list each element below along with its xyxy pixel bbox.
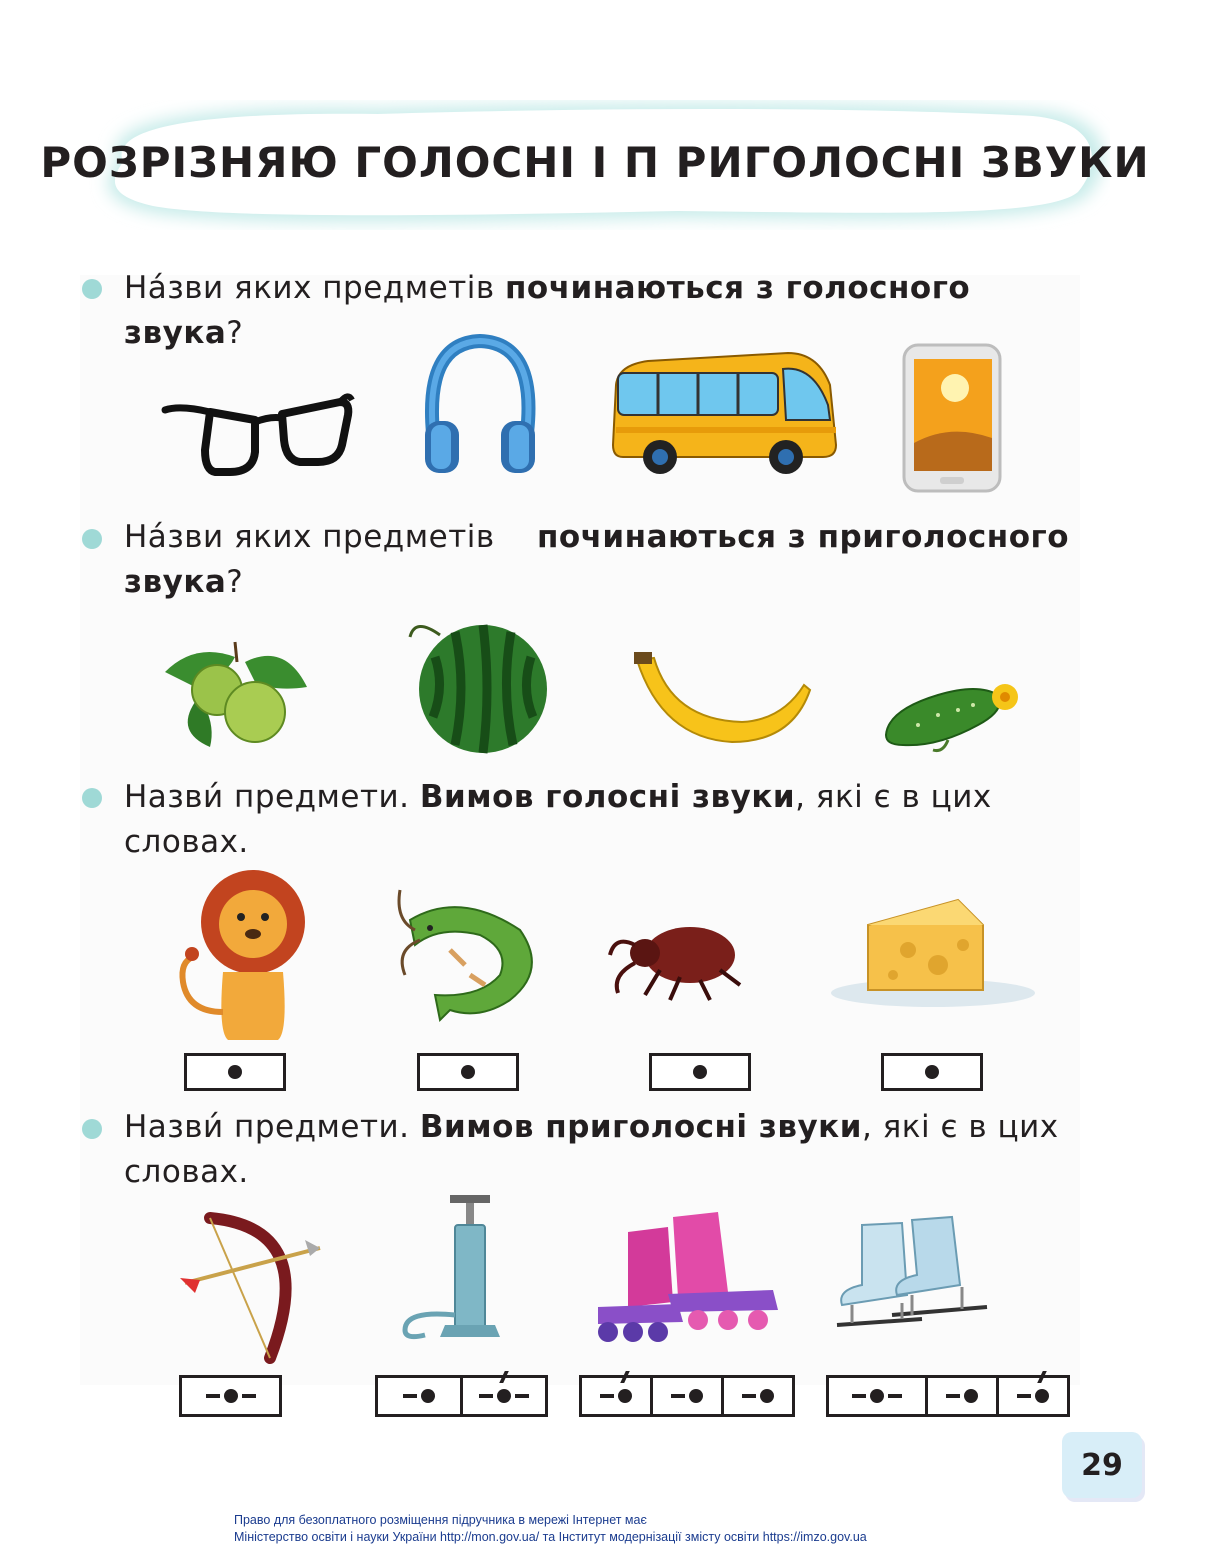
vowel-dot bbox=[925, 1065, 939, 1079]
gooseberry-icon bbox=[155, 632, 315, 752]
bus-icon bbox=[608, 345, 840, 480]
task-2-text: На́зви яких предметів починаються з приголосного звука? bbox=[124, 519, 1069, 600]
ice-skates-icon bbox=[832, 1215, 992, 1343]
consonant-scheme-1 bbox=[179, 1375, 282, 1417]
bullet-4 bbox=[82, 1119, 102, 1139]
watermelon-icon bbox=[405, 607, 555, 755]
consonant-scheme-3 bbox=[579, 1375, 795, 1417]
vowel-dot bbox=[693, 1065, 707, 1079]
page-title: РОЗРІЗНЯЮ ГОЛОСНІ І П РИГОЛОСНІ ЗВУКИ bbox=[40, 138, 1150, 187]
consonant-scheme-4 bbox=[826, 1375, 1070, 1417]
vowel-scheme-2 bbox=[417, 1053, 519, 1091]
beetle-icon bbox=[600, 915, 750, 1005]
bullet-2 bbox=[82, 529, 102, 549]
cheese-icon bbox=[828, 895, 1038, 1010]
catfish-icon bbox=[390, 880, 548, 1025]
page-number-badge bbox=[1062, 1432, 1142, 1498]
bullet-1 bbox=[82, 279, 102, 299]
footer-line-2: Міністерство освіти і науки України http://mon.gov.ua/ та Інститут модернізації змісту освіти https://imzo.gov.ua bbox=[234, 1530, 867, 1544]
vowel-dot bbox=[228, 1065, 242, 1079]
bow-arrow-icon bbox=[170, 1208, 335, 1368]
consonant-scheme-2 bbox=[375, 1375, 548, 1417]
roller-skates-icon bbox=[588, 1212, 783, 1347]
page-number: 29 bbox=[1081, 1447, 1123, 1483]
task-3-text: Назви́ предмети. Вимов голосні звуки, які є в цих словах. bbox=[124, 779, 992, 860]
footer-line-1: Право для безоплатного розміщення підручника в мережі Інтернет має bbox=[234, 1513, 647, 1527]
vowel-scheme-3 bbox=[649, 1053, 751, 1091]
glasses-icon bbox=[160, 380, 355, 480]
vowel-scheme-1 bbox=[184, 1053, 286, 1091]
task-4-text: Назви́ предмети. Вимов приголосні звуки, які є в цих словах. bbox=[124, 1109, 1059, 1190]
vowel-dot bbox=[461, 1065, 475, 1079]
vowel-scheme-4 bbox=[881, 1053, 983, 1091]
smartphone-icon bbox=[900, 343, 1004, 493]
lion-icon bbox=[168, 862, 318, 1047]
banana-icon bbox=[632, 650, 814, 745]
cucumber-icon bbox=[878, 665, 1033, 755]
bullet-3 bbox=[82, 788, 102, 808]
copyright-footer bbox=[234, 1512, 867, 1546]
headphones-icon bbox=[415, 333, 545, 483]
pump-icon bbox=[400, 1195, 520, 1345]
task-1-text: На́зви яких предметів починаються з голосного звука? bbox=[124, 270, 971, 351]
